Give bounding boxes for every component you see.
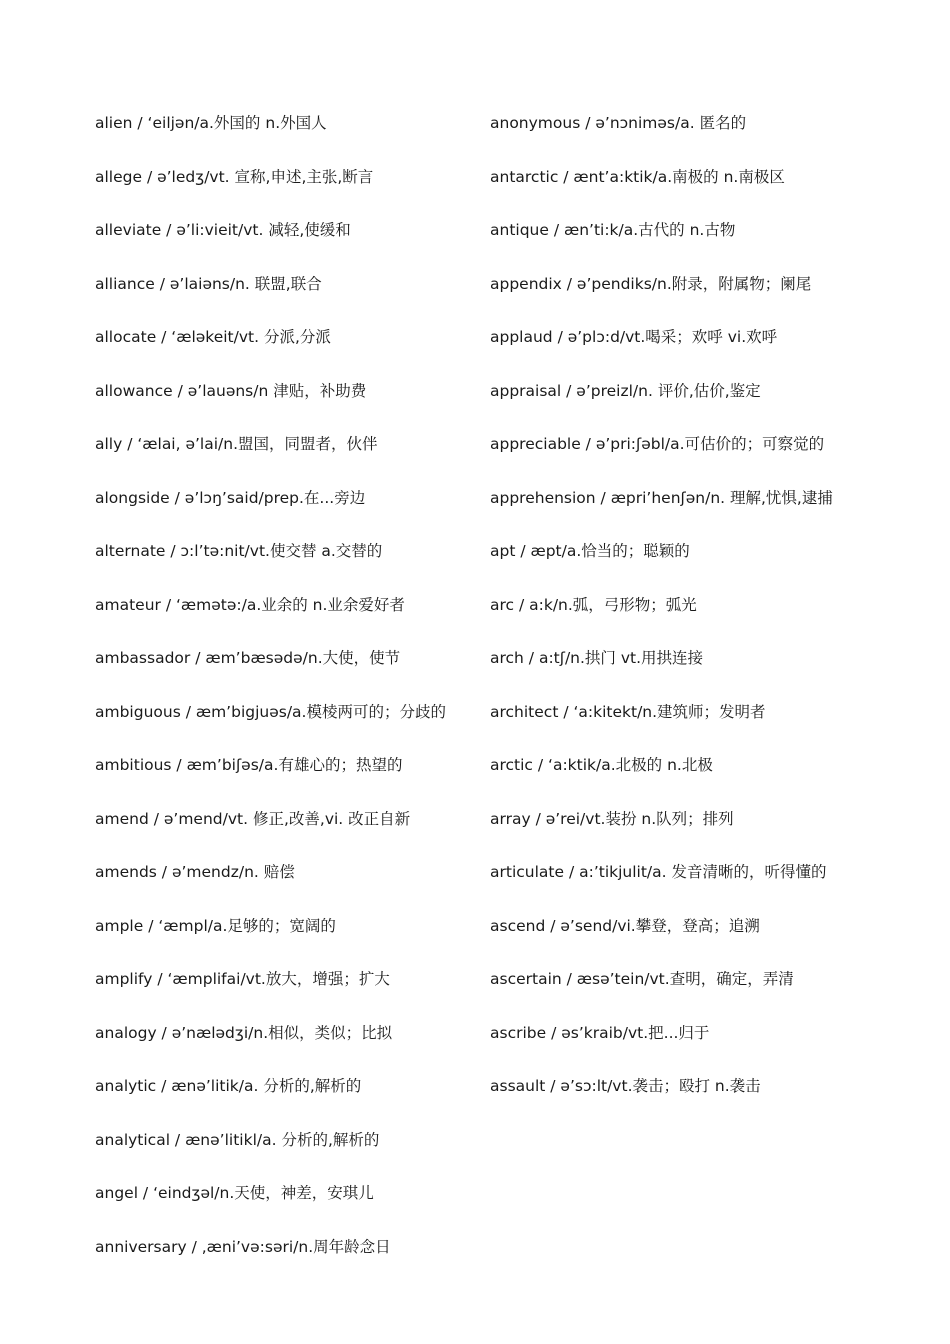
vocabulary-entry: array / ə’rei/vt.装扮 n.队列；排列 bbox=[490, 809, 734, 828]
vocabulary-entry: alien / ‘eiljən/a.外国的 n.外国人 bbox=[95, 114, 327, 132]
vocabulary-entry: allege / ə’ledʒ/vt. 宣称,申述,主张,断言 bbox=[95, 167, 374, 186]
vocabulary-entry: alternate / ɔ:l’tə:nit/vt.使交替 a.交替的 bbox=[95, 542, 383, 560]
vocabulary-entry: ally / ‘ælai, ə’lai/n.盟国，同盟者，伙伴 bbox=[95, 435, 378, 453]
vocabulary-entry: assault / ə’sɔ:lt/vt.袭击；殴打 n.袭击 bbox=[490, 1077, 761, 1095]
vocabulary-entry: ascribe / əs’kraib/vt.把...归于 bbox=[490, 1023, 710, 1042]
vocabulary-entry: analytical / ænə’litikl/a. 分析的,解析的 bbox=[95, 1130, 380, 1149]
vocabulary-entry: alleviate / ə’li:vieit/vt. 减轻,使缓和 bbox=[95, 221, 351, 239]
vocabulary-entry: apprehension / æpri’henʃən/n. 理解,忧惧,逮捕 bbox=[490, 488, 833, 507]
vocabulary-entry: arc / a:k/n.弧，弓形物；弧光 bbox=[490, 595, 697, 614]
vocabulary-entry: articulate / a:’tikjulit/a. 发音清晰的，听得懂的 bbox=[490, 863, 827, 881]
vocabulary-entry: ambitious / æm’biʃəs/a.有雄心的；热望的 bbox=[95, 756, 403, 774]
vocabulary-column-left bbox=[95, 97, 450, 1274]
vocabulary-entry: appreciable / ə’pri:ʃəbl/a.可估价的；可察觉的 bbox=[490, 435, 825, 453]
vocabulary-entry: ample / ‘æmpl/a.足够的；宽阔的 bbox=[95, 916, 336, 935]
vocabulary-entry: amend / ə’mend/vt. 修正,改善,vi. 改正自新 bbox=[95, 809, 411, 828]
vocabulary-entry: amends / ə’mendz/n. 赔偿 bbox=[95, 863, 295, 881]
vocabulary-entry: angel / ‘eindʒəl/n.天使，神差，安琪儿 bbox=[95, 1184, 374, 1202]
vocabulary-entry: applaud / ə’plɔ:d/vt.喝采；欢呼 vi.欢呼 bbox=[490, 328, 778, 346]
vocabulary-entry: ambiguous / æm’bigjuəs/a.模棱两可的；分歧的 bbox=[95, 702, 446, 721]
vocabulary-entry: appendix / ə’pendiks/n.附录，附属物；阑尾 bbox=[490, 274, 812, 293]
vocabulary-entry: apt / æpt/a.恰当的；聪颖的 bbox=[490, 542, 690, 560]
vocabulary-entry: alongside / ə’lɔŋ’said/prep.在...旁边 bbox=[95, 488, 366, 507]
vocabulary-column-right bbox=[490, 97, 850, 1114]
vocabulary-entry: anniversary / ,æni’və:səri/n.周年龄念日 bbox=[95, 1237, 391, 1256]
vocabulary-entry: anonymous / ə’nɔniməs/a. 匿名的 bbox=[490, 114, 747, 132]
vocabulary-entry: allocate / ‘æləkeit/vt. 分派,分派 bbox=[95, 328, 331, 346]
vocabulary-entry: amateur / ‘æmətə:/a.业余的 n.业余爱好者 bbox=[95, 595, 405, 614]
vocabulary-entry: antarctic / ænt’a:ktik/a.南极的 n.南极区 bbox=[490, 167, 785, 186]
vocabulary-entry: antique / æn’ti:k/a.古代的 n.古物 bbox=[490, 221, 736, 239]
vocabulary-entry: ambassador / æm’bæsədə/n.大使，使节 bbox=[95, 649, 401, 667]
vocabulary-entry: architect / ‘a:kitekt/n.建筑师；发明者 bbox=[490, 702, 766, 721]
vocabulary-entry: appraisal / ə’preizl/n. 评价,估价,鉴定 bbox=[490, 381, 761, 400]
vocabulary-entry: analogy / ə’nælədʒi/n.相似，类似；比拟 bbox=[95, 1023, 393, 1042]
vocabulary-entry: allowance / ə’lauəns/n 津贴，补助费 bbox=[95, 381, 367, 400]
vocabulary-entry: amplify / ‘æmplifai/vt.放大，增强；扩大 bbox=[95, 970, 390, 988]
vocabulary-entry: arch / a:tʃ/n.拱门 vt.用拱连接 bbox=[490, 649, 704, 667]
vocabulary-entry: ascertain / æsə’tein/vt.查明，确定，弄清 bbox=[490, 970, 794, 988]
vocabulary-entry: arctic / ‘a:ktik/a.北极的 n.北极 bbox=[490, 756, 713, 774]
vocabulary-entry: alliance / ə’laiəns/n. 联盟,联合 bbox=[95, 274, 322, 293]
vocabulary-entry: analytic / ænə’litik/a. 分析的,解析的 bbox=[95, 1077, 362, 1095]
vocabulary-entry: ascend / ə’send/vi.攀登，登高；追溯 bbox=[490, 916, 760, 935]
